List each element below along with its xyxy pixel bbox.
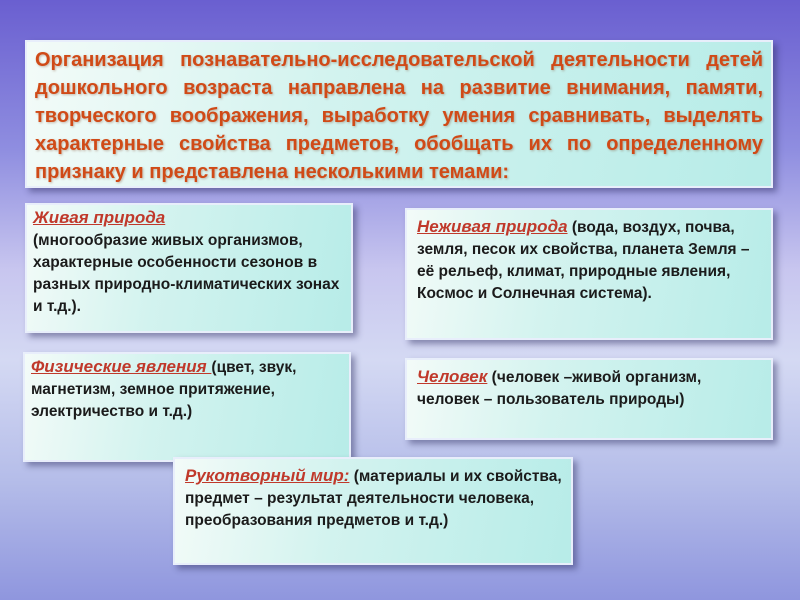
topic-box-nonliving-nature [405, 208, 773, 340]
topic-name-human: Человек [417, 367, 488, 386]
topic-description-living-nature: (многообразие живых организмов, характерные особенности сезонов в разных природно-климатических зонах и т.д.). [33, 232, 340, 315]
topic-description-physical-phenomena: (цвет, звук, магнетизм, земное притяжение, электричество и т.д.) [31, 359, 297, 420]
title-text: Организация познавательно-исследовательской деятельности детей дошкольного возраста направлена на развитие внимания, памяти, творческого воображения, выработку умения сравнивать, выделять характерные свойства предметов, обобщать их по определенному признаку и представлена несколькими темами: [35, 49, 763, 183]
topic-description-human: (человек –живой организм, человек – пользователь природы) [417, 369, 702, 408]
topic-box-man-made-world [173, 457, 573, 565]
topic-name-nonliving-nature: Неживая природа [417, 217, 568, 236]
topic-box-physical-phenomena [23, 352, 351, 462]
topic-description-man-made-world: (материалы и их свойства, предмет – результат деятельности человека, преобразования предметов и т.д.) [185, 468, 562, 529]
topic-name-man-made-world: Рукотворный мир: [185, 466, 350, 485]
topic-name-physical-phenomena: Физические явления [31, 357, 212, 376]
topic-name-living-nature: Живая природа [33, 208, 166, 227]
topic-box-living-nature [25, 203, 353, 333]
topic-box-human [405, 358, 773, 440]
title-box [25, 40, 773, 188]
topic-description-nonliving-nature: (вода, воздух, почва, земля, песок их свойства, планета Земля – её рельеф, климат, природные явления, Космос и Солнечная система). [417, 219, 750, 302]
